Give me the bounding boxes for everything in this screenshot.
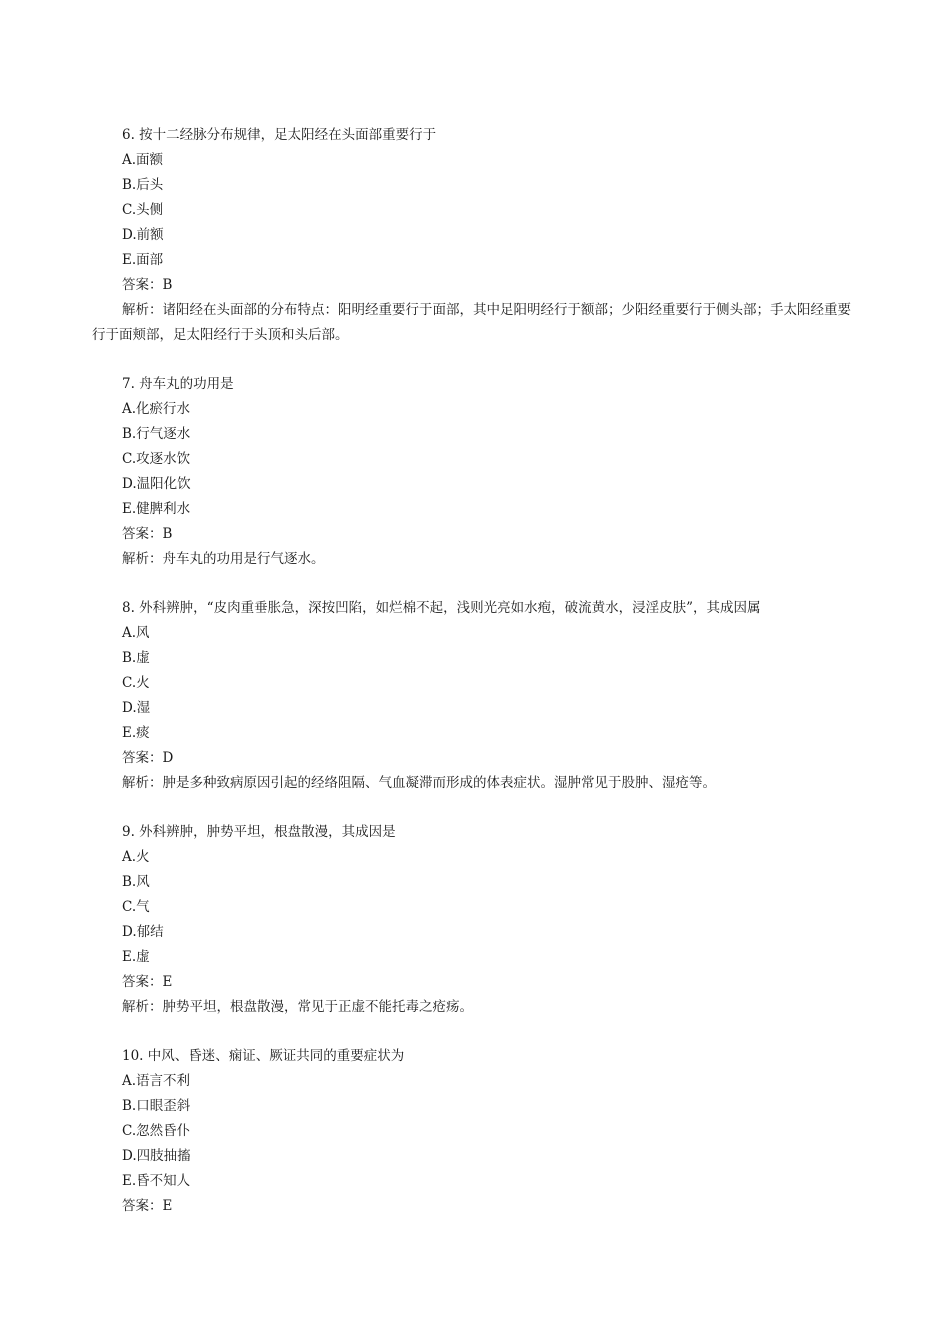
option-e: E.昏不知人 [122,1173,191,1189]
answer: 答案：B [122,526,173,542]
option-d: D.温阳化饮 [122,476,191,492]
option-e: E.痰 [122,725,150,741]
question-6 [92,123,858,348]
answer: 答案：E [122,1198,173,1214]
question-stem: 10. 中风、昏迷、痫证、厥证共同的重要症状为 [122,1048,405,1064]
question-stem: 6. 按十二经脉分布规律，足太阳经在头面部重要行于 [122,127,437,143]
option-b: B.后头 [122,177,164,193]
option-c: C.攻逐水饮 [122,451,191,467]
analysis: 解析：诸阳经在头面部的分布特点：阳明经重要行于面部，其中足阳明经行于额部；少阳经重要行于侧头部；手太阳经重要行于面颊部，足太阳经行于头顶和头后部。 [92,302,851,343]
option-e: E.面部 [122,252,164,268]
option-c: C.气 [122,899,150,915]
option-d: D.湿 [122,700,151,716]
option-c: C.火 [122,675,150,691]
question-8 [92,596,858,796]
analysis: 解析：肿势平坦，根盘散漫，常见于正虚不能托毒之疮疡。 [122,999,473,1015]
option-e: E.虚 [122,949,150,965]
question-7 [92,372,858,572]
option-a: A.风 [122,625,150,641]
option-a: A.语言不利 [122,1073,191,1089]
question-10 [92,1044,858,1219]
option-b: B.风 [122,874,150,890]
question-9 [92,820,858,1020]
option-d: D.前额 [122,227,164,243]
option-d: D.郁结 [122,924,164,940]
question-stem: 8. 外科辨肿，“皮肉重垂胀急，深按凹陷，如烂棉不起，浅则光亮如水疱，破流黄水，浸淫皮肤”，其成因属 [122,600,761,616]
answer: 答案：B [122,277,173,293]
analysis: 解析：舟车丸的功用是行气逐水。 [122,551,325,567]
answer: 答案：E [122,974,173,990]
option-a: A.化瘀行水 [122,401,191,417]
analysis: 解析：肿是多种致病原因引起的经络阻隔、气血凝滞而形成的体表症状。湿肿常见于股肿、湿疮等。 [122,775,716,791]
option-a: A.面额 [122,152,164,168]
option-a: A.火 [122,849,150,865]
option-b: B.行气逐水 [122,426,191,442]
option-c: C.头侧 [122,202,164,218]
answer: 答案：D [122,750,174,766]
option-b: B.虚 [122,650,150,666]
option-c: C.忽然昏仆 [122,1123,191,1139]
option-e: E.健脾利水 [122,501,191,517]
option-d: D.四肢抽搐 [122,1148,191,1164]
option-b: B.口眼歪斜 [122,1098,191,1114]
question-stem: 7. 舟车丸的功用是 [122,376,234,392]
question-stem: 9. 外科辨肿，肿势平坦，根盘散漫，其成因是 [122,824,396,840]
